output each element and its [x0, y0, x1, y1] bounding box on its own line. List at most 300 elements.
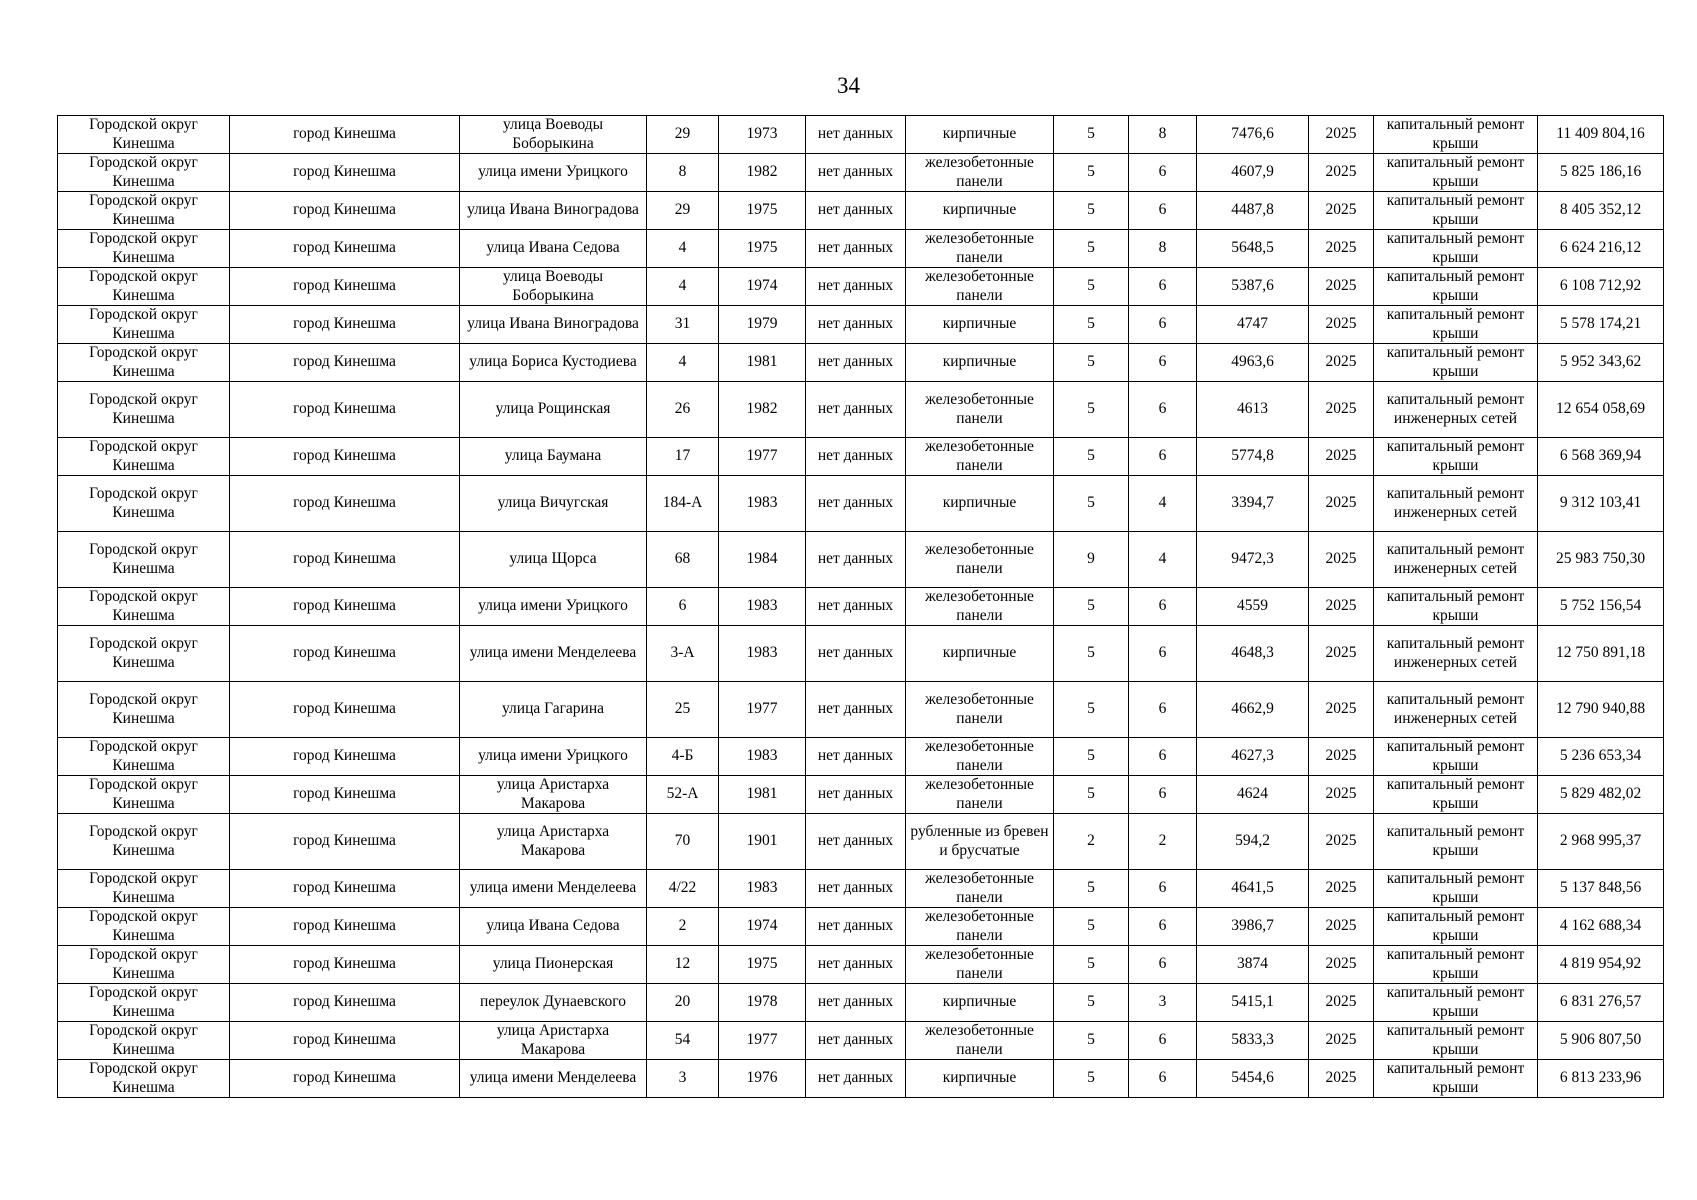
- settlement-cell: город Кинешма: [230, 154, 460, 192]
- floors-cell: 5: [1054, 268, 1129, 306]
- settlement-cell: город Кинешма: [230, 814, 460, 870]
- area-cell: 3986,7: [1197, 908, 1309, 946]
- last-repair-year-cell: нет данных: [806, 116, 906, 154]
- wall-material-cell: железобетонные панели: [906, 268, 1054, 306]
- settlement-cell: город Кинешма: [230, 476, 460, 532]
- work-type-cell: капитальный ремонт крыши: [1374, 344, 1538, 382]
- wall-material-cell: железобетонные панели: [906, 776, 1054, 814]
- house-number-cell: 52-А: [647, 776, 719, 814]
- floors-cell: 5: [1054, 1022, 1129, 1060]
- planned-year-cell: 2025: [1309, 476, 1374, 532]
- cost-cell: 12 654 058,69: [1538, 382, 1664, 438]
- wall-material-cell: железобетонные панели: [906, 438, 1054, 476]
- settlement-cell: город Кинешма: [230, 306, 460, 344]
- house-number-cell: 20: [647, 984, 719, 1022]
- entrances-cell: 6: [1129, 382, 1197, 438]
- municipality-cell: Городской округ Кинешма: [58, 682, 230, 738]
- table-row: [58, 476, 1664, 532]
- area-cell: 5454,6: [1197, 1060, 1309, 1098]
- table-row: [58, 230, 1664, 268]
- last-repair-year-cell: нет данных: [806, 1060, 906, 1098]
- street-cell: улица имени Менделеева: [460, 1060, 647, 1098]
- work-type-cell: капитальный ремонт крыши: [1374, 588, 1538, 626]
- work-type-cell: капитальный ремонт инженерных сетей: [1374, 476, 1538, 532]
- entrances-cell: 6: [1129, 306, 1197, 344]
- area-cell: 594,2: [1197, 814, 1309, 870]
- house-number-cell: 29: [647, 192, 719, 230]
- build-year-cell: 1977: [719, 438, 806, 476]
- table-row: [58, 814, 1664, 870]
- cost-cell: 12 790 940,88: [1538, 682, 1664, 738]
- planned-year-cell: 2025: [1309, 1022, 1374, 1060]
- work-type-cell: капитальный ремонт крыши: [1374, 1022, 1538, 1060]
- house-number-cell: 26: [647, 382, 719, 438]
- build-year-cell: 1984: [719, 532, 806, 588]
- municipality-cell: Городской округ Кинешма: [58, 382, 230, 438]
- work-type-cell: капитальный ремонт крыши: [1374, 230, 1538, 268]
- table-row: [58, 344, 1664, 382]
- area-cell: 7476,6: [1197, 116, 1309, 154]
- work-type-cell: капитальный ремонт крыши: [1374, 946, 1538, 984]
- table-row: [58, 1060, 1664, 1098]
- entrances-cell: 6: [1129, 738, 1197, 776]
- area-cell: 4487,8: [1197, 192, 1309, 230]
- entrances-cell: 6: [1129, 946, 1197, 984]
- floors-cell: 5: [1054, 738, 1129, 776]
- cost-cell: 5 137 848,56: [1538, 870, 1664, 908]
- planned-year-cell: 2025: [1309, 344, 1374, 382]
- settlement-cell: город Кинешма: [230, 268, 460, 306]
- cost-cell: 6 831 276,57: [1538, 984, 1664, 1022]
- house-number-cell: 17: [647, 438, 719, 476]
- street-cell: улица Рощинская: [460, 382, 647, 438]
- area-cell: 4662,9: [1197, 682, 1309, 738]
- settlement-cell: город Кинешма: [230, 588, 460, 626]
- municipality-cell: Городской округ Кинешма: [58, 984, 230, 1022]
- floors-cell: 5: [1054, 588, 1129, 626]
- municipality-cell: Городской округ Кинешма: [58, 626, 230, 682]
- build-year-cell: 1977: [719, 1022, 806, 1060]
- table-row: [58, 588, 1664, 626]
- wall-material-cell: железобетонные панели: [906, 1022, 1054, 1060]
- work-type-cell: капитальный ремонт инженерных сетей: [1374, 382, 1538, 438]
- settlement-cell: город Кинешма: [230, 230, 460, 268]
- table-row: [58, 1022, 1664, 1060]
- street-cell: улица Воеводы Боборыкина: [460, 268, 647, 306]
- build-year-cell: 1975: [719, 230, 806, 268]
- municipality-cell: Городской округ Кинешма: [58, 192, 230, 230]
- entrances-cell: 6: [1129, 682, 1197, 738]
- build-year-cell: 1975: [719, 946, 806, 984]
- street-cell: улица Аристарха Макарова: [460, 814, 647, 870]
- build-year-cell: 1983: [719, 476, 806, 532]
- table-row: [58, 268, 1664, 306]
- table-row: [58, 984, 1664, 1022]
- entrances-cell: 2: [1129, 814, 1197, 870]
- last-repair-year-cell: нет данных: [806, 230, 906, 268]
- wall-material-cell: кирпичные: [906, 984, 1054, 1022]
- street-cell: улица Пионерская: [460, 946, 647, 984]
- work-type-cell: капитальный ремонт инженерных сетей: [1374, 626, 1538, 682]
- wall-material-cell: железобетонные панели: [906, 382, 1054, 438]
- work-type-cell: капитальный ремонт крыши: [1374, 438, 1538, 476]
- planned-year-cell: 2025: [1309, 946, 1374, 984]
- floors-cell: 5: [1054, 438, 1129, 476]
- last-repair-year-cell: нет данных: [806, 682, 906, 738]
- work-type-cell: капитальный ремонт крыши: [1374, 814, 1538, 870]
- area-cell: 4648,3: [1197, 626, 1309, 682]
- house-number-cell: 12: [647, 946, 719, 984]
- area-cell: 4963,6: [1197, 344, 1309, 382]
- area-cell: 4613: [1197, 382, 1309, 438]
- area-cell: 5774,8: [1197, 438, 1309, 476]
- wall-material-cell: железобетонные панели: [906, 908, 1054, 946]
- municipality-cell: Городской округ Кинешма: [58, 738, 230, 776]
- last-repair-year-cell: нет данных: [806, 192, 906, 230]
- house-number-cell: 29: [647, 116, 719, 154]
- cost-cell: 9 312 103,41: [1538, 476, 1664, 532]
- settlement-cell: город Кинешма: [230, 438, 460, 476]
- area-cell: 5387,6: [1197, 268, 1309, 306]
- build-year-cell: 1983: [719, 870, 806, 908]
- cost-cell: 6 813 233,96: [1538, 1060, 1664, 1098]
- last-repair-year-cell: нет данных: [806, 738, 906, 776]
- area-cell: 3874: [1197, 946, 1309, 984]
- last-repair-year-cell: нет данных: [806, 776, 906, 814]
- work-type-cell: капитальный ремонт крыши: [1374, 192, 1538, 230]
- area-cell: 5415,1: [1197, 984, 1309, 1022]
- table-row: [58, 438, 1664, 476]
- table-row: [58, 116, 1664, 154]
- build-year-cell: 1974: [719, 908, 806, 946]
- work-type-cell: капитальный ремонт крыши: [1374, 984, 1538, 1022]
- house-number-cell: 4: [647, 268, 719, 306]
- planned-year-cell: 2025: [1309, 626, 1374, 682]
- cost-cell: 6 624 216,12: [1538, 230, 1664, 268]
- last-repair-year-cell: нет данных: [806, 1022, 906, 1060]
- table-row: [58, 870, 1664, 908]
- floors-cell: 9: [1054, 532, 1129, 588]
- wall-material-cell: железобетонные панели: [906, 154, 1054, 192]
- street-cell: улица Ивана Седова: [460, 230, 647, 268]
- municipality-cell: Городской округ Кинешма: [58, 946, 230, 984]
- table-row: [58, 192, 1664, 230]
- build-year-cell: 1901: [719, 814, 806, 870]
- settlement-cell: город Кинешма: [230, 116, 460, 154]
- last-repair-year-cell: нет данных: [806, 946, 906, 984]
- house-number-cell: 3: [647, 1060, 719, 1098]
- build-year-cell: 1981: [719, 344, 806, 382]
- planned-year-cell: 2025: [1309, 738, 1374, 776]
- street-cell: улица Ивана Виноградова: [460, 192, 647, 230]
- entrances-cell: 6: [1129, 626, 1197, 682]
- last-repair-year-cell: нет данных: [806, 908, 906, 946]
- street-cell: улица Вичугская: [460, 476, 647, 532]
- work-type-cell: капитальный ремонт крыши: [1374, 908, 1538, 946]
- street-cell: улица имени Менделеева: [460, 870, 647, 908]
- floors-cell: 5: [1054, 154, 1129, 192]
- build-year-cell: 1983: [719, 738, 806, 776]
- settlement-cell: город Кинешма: [230, 984, 460, 1022]
- planned-year-cell: 2025: [1309, 870, 1374, 908]
- area-cell: 3394,7: [1197, 476, 1309, 532]
- planned-year-cell: 2025: [1309, 682, 1374, 738]
- municipality-cell: Городской округ Кинешма: [58, 814, 230, 870]
- table-row: [58, 682, 1664, 738]
- entrances-cell: 6: [1129, 870, 1197, 908]
- cost-cell: 5 829 482,02: [1538, 776, 1664, 814]
- wall-material-cell: железобетонные панели: [906, 588, 1054, 626]
- entrances-cell: 4: [1129, 532, 1197, 588]
- last-repair-year-cell: нет данных: [806, 154, 906, 192]
- wall-material-cell: железобетонные панели: [906, 230, 1054, 268]
- settlement-cell: город Кинешма: [230, 870, 460, 908]
- entrances-cell: 8: [1129, 116, 1197, 154]
- cost-cell: 5 825 186,16: [1538, 154, 1664, 192]
- cost-cell: 5 752 156,54: [1538, 588, 1664, 626]
- build-year-cell: 1974: [719, 268, 806, 306]
- municipality-cell: Городской округ Кинешма: [58, 776, 230, 814]
- settlement-cell: город Кинешма: [230, 738, 460, 776]
- wall-material-cell: железобетонные панели: [906, 682, 1054, 738]
- wall-material-cell: железобетонные панели: [906, 532, 1054, 588]
- wall-material-cell: кирпичные: [906, 476, 1054, 532]
- house-number-cell: 4-Б: [647, 738, 719, 776]
- last-repair-year-cell: нет данных: [806, 268, 906, 306]
- cost-cell: 2 968 995,37: [1538, 814, 1664, 870]
- planned-year-cell: 2025: [1309, 776, 1374, 814]
- last-repair-year-cell: нет данных: [806, 382, 906, 438]
- last-repair-year-cell: нет данных: [806, 984, 906, 1022]
- area-cell: 4607,9: [1197, 154, 1309, 192]
- work-type-cell: капитальный ремонт крыши: [1374, 154, 1538, 192]
- entrances-cell: 4: [1129, 476, 1197, 532]
- build-year-cell: 1982: [719, 382, 806, 438]
- entrances-cell: 6: [1129, 908, 1197, 946]
- house-number-cell: 25: [647, 682, 719, 738]
- wall-material-cell: железобетонные панели: [906, 870, 1054, 908]
- entrances-cell: 6: [1129, 1022, 1197, 1060]
- settlement-cell: город Кинешма: [230, 626, 460, 682]
- municipality-cell: Городской округ Кинешма: [58, 268, 230, 306]
- floors-cell: 5: [1054, 344, 1129, 382]
- street-cell: переулок Дунаевского: [460, 984, 647, 1022]
- municipality-cell: Городской округ Кинешма: [58, 1022, 230, 1060]
- table-row: [58, 946, 1664, 984]
- entrances-cell: 3: [1129, 984, 1197, 1022]
- table-row: [58, 306, 1664, 344]
- house-number-cell: 2: [647, 908, 719, 946]
- wall-material-cell: кирпичные: [906, 306, 1054, 344]
- work-type-cell: капитальный ремонт крыши: [1374, 870, 1538, 908]
- planned-year-cell: 2025: [1309, 438, 1374, 476]
- work-type-cell: капитальный ремонт инженерных сетей: [1374, 682, 1538, 738]
- street-cell: улица Ивана Виноградова: [460, 306, 647, 344]
- floors-cell: 5: [1054, 382, 1129, 438]
- floors-cell: 5: [1054, 230, 1129, 268]
- settlement-cell: город Кинешма: [230, 382, 460, 438]
- page-number: 34: [837, 73, 860, 98]
- municipality-cell: Городской округ Кинешма: [58, 588, 230, 626]
- settlement-cell: город Кинешма: [230, 344, 460, 382]
- last-repair-year-cell: нет данных: [806, 626, 906, 682]
- build-year-cell: 1976: [719, 1060, 806, 1098]
- house-number-cell: 4: [647, 230, 719, 268]
- entrances-cell: 6: [1129, 1060, 1197, 1098]
- area-cell: 5833,3: [1197, 1022, 1309, 1060]
- cost-cell: 6 568 369,94: [1538, 438, 1664, 476]
- wall-material-cell: кирпичные: [906, 192, 1054, 230]
- house-number-cell: 4/22: [647, 870, 719, 908]
- house-number-cell: 8: [647, 154, 719, 192]
- floors-cell: 5: [1054, 1060, 1129, 1098]
- street-cell: улица имени Урицкого: [460, 154, 647, 192]
- floors-cell: 5: [1054, 946, 1129, 984]
- municipality-cell: Городской округ Кинешма: [58, 908, 230, 946]
- municipality-cell: Городской округ Кинешма: [58, 230, 230, 268]
- planned-year-cell: 2025: [1309, 984, 1374, 1022]
- build-year-cell: 1983: [719, 588, 806, 626]
- wall-material-cell: кирпичные: [906, 626, 1054, 682]
- table-row: [58, 532, 1664, 588]
- settlement-cell: город Кинешма: [230, 946, 460, 984]
- floors-cell: 5: [1054, 984, 1129, 1022]
- house-number-cell: 54: [647, 1022, 719, 1060]
- settlement-cell: город Кинешма: [230, 776, 460, 814]
- municipality-cell: Городской округ Кинешма: [58, 438, 230, 476]
- build-year-cell: 1982: [719, 154, 806, 192]
- entrances-cell: 6: [1129, 438, 1197, 476]
- planned-year-cell: 2025: [1309, 192, 1374, 230]
- table-row: [58, 738, 1664, 776]
- planned-year-cell: 2025: [1309, 908, 1374, 946]
- street-cell: улица имени Урицкого: [460, 588, 647, 626]
- build-year-cell: 1973: [719, 116, 806, 154]
- municipality-cell: Городской округ Кинешма: [58, 154, 230, 192]
- planned-year-cell: 2025: [1309, 116, 1374, 154]
- floors-cell: 5: [1054, 908, 1129, 946]
- last-repair-year-cell: нет данных: [806, 532, 906, 588]
- table-row: [58, 776, 1664, 814]
- street-cell: улица Гагарина: [460, 682, 647, 738]
- planned-year-cell: 2025: [1309, 588, 1374, 626]
- entrances-cell: 6: [1129, 192, 1197, 230]
- floors-cell: 5: [1054, 626, 1129, 682]
- build-year-cell: 1981: [719, 776, 806, 814]
- work-type-cell: капитальный ремонт крыши: [1374, 776, 1538, 814]
- street-cell: улица Воеводы Боборыкина: [460, 116, 647, 154]
- wall-material-cell: железобетонные панели: [906, 738, 1054, 776]
- municipality-cell: Городской округ Кинешма: [58, 116, 230, 154]
- street-cell: улица Баумана: [460, 438, 647, 476]
- cost-cell: 5 236 653,34: [1538, 738, 1664, 776]
- planned-year-cell: 2025: [1309, 268, 1374, 306]
- municipality-cell: Городской округ Кинешма: [58, 344, 230, 382]
- floors-cell: 5: [1054, 306, 1129, 344]
- planned-year-cell: 2025: [1309, 230, 1374, 268]
- house-number-cell: 31: [647, 306, 719, 344]
- municipality-cell: Городской округ Кинешма: [58, 870, 230, 908]
- floors-cell: 5: [1054, 870, 1129, 908]
- house-number-cell: 3-А: [647, 626, 719, 682]
- table-row: [58, 908, 1664, 946]
- settlement-cell: город Кинешма: [230, 908, 460, 946]
- settlement-cell: город Кинешма: [230, 682, 460, 738]
- floors-cell: 2: [1054, 814, 1129, 870]
- planned-year-cell: 2025: [1309, 306, 1374, 344]
- floors-cell: 5: [1054, 682, 1129, 738]
- cost-cell: 11 409 804,16: [1538, 116, 1664, 154]
- house-number-cell: 68: [647, 532, 719, 588]
- house-number-cell: 184-А: [647, 476, 719, 532]
- entrances-cell: 6: [1129, 776, 1197, 814]
- wall-material-cell: кирпичные: [906, 1060, 1054, 1098]
- area-cell: 9472,3: [1197, 532, 1309, 588]
- municipality-cell: Городской округ Кинешма: [58, 1060, 230, 1098]
- house-number-cell: 6: [647, 588, 719, 626]
- street-cell: улица Щорса: [460, 532, 647, 588]
- street-cell: улица Аристарха Макарова: [460, 1022, 647, 1060]
- cost-cell: 25 983 750,30: [1538, 532, 1664, 588]
- area-cell: 4627,3: [1197, 738, 1309, 776]
- table-row: [58, 626, 1664, 682]
- wall-material-cell: рубленные из бревен и брусчатые: [906, 814, 1054, 870]
- cost-cell: 6 108 712,92: [1538, 268, 1664, 306]
- cost-cell: 4 162 688,34: [1538, 908, 1664, 946]
- wall-material-cell: кирпичные: [906, 344, 1054, 382]
- entrances-cell: 6: [1129, 344, 1197, 382]
- planned-year-cell: 2025: [1309, 382, 1374, 438]
- street-cell: улица Ивана Седова: [460, 908, 647, 946]
- table-row: [58, 382, 1664, 438]
- wall-material-cell: железобетонные панели: [906, 946, 1054, 984]
- build-year-cell: 1978: [719, 984, 806, 1022]
- settlement-cell: город Кинешма: [230, 1022, 460, 1060]
- house-number-cell: 4: [647, 344, 719, 382]
- work-type-cell: капитальный ремонт крыши: [1374, 306, 1538, 344]
- street-cell: улица имени Урицкого: [460, 738, 647, 776]
- last-repair-year-cell: нет данных: [806, 306, 906, 344]
- last-repair-year-cell: нет данных: [806, 588, 906, 626]
- cost-cell: 8 405 352,12: [1538, 192, 1664, 230]
- municipality-cell: Городской округ Кинешма: [58, 306, 230, 344]
- floors-cell: 5: [1054, 192, 1129, 230]
- municipality-cell: Городской округ Кинешма: [58, 532, 230, 588]
- last-repair-year-cell: нет данных: [806, 476, 906, 532]
- cost-cell: 12 750 891,18: [1538, 626, 1664, 682]
- last-repair-year-cell: нет данных: [806, 870, 906, 908]
- area-cell: 4624: [1197, 776, 1309, 814]
- cost-cell: 5 906 807,50: [1538, 1022, 1664, 1060]
- entrances-cell: 6: [1129, 154, 1197, 192]
- planned-year-cell: 2025: [1309, 154, 1374, 192]
- work-type-cell: капитальный ремонт крыши: [1374, 268, 1538, 306]
- housing-registry-table: [57, 115, 1664, 1098]
- wall-material-cell: кирпичные: [906, 116, 1054, 154]
- work-type-cell: капитальный ремонт крыши: [1374, 738, 1538, 776]
- settlement-cell: город Кинешма: [230, 1060, 460, 1098]
- floors-cell: 5: [1054, 116, 1129, 154]
- work-type-cell: капитальный ремонт крыши: [1374, 116, 1538, 154]
- build-year-cell: 1983: [719, 626, 806, 682]
- work-type-cell: капитальный ремонт крыши: [1374, 1060, 1538, 1098]
- planned-year-cell: 2025: [1309, 532, 1374, 588]
- entrances-cell: 6: [1129, 268, 1197, 306]
- cost-cell: 5 578 174,21: [1538, 306, 1664, 344]
- street-cell: улица имени Менделеева: [460, 626, 647, 682]
- municipality-cell: Городской округ Кинешма: [58, 476, 230, 532]
- floors-cell: 5: [1054, 776, 1129, 814]
